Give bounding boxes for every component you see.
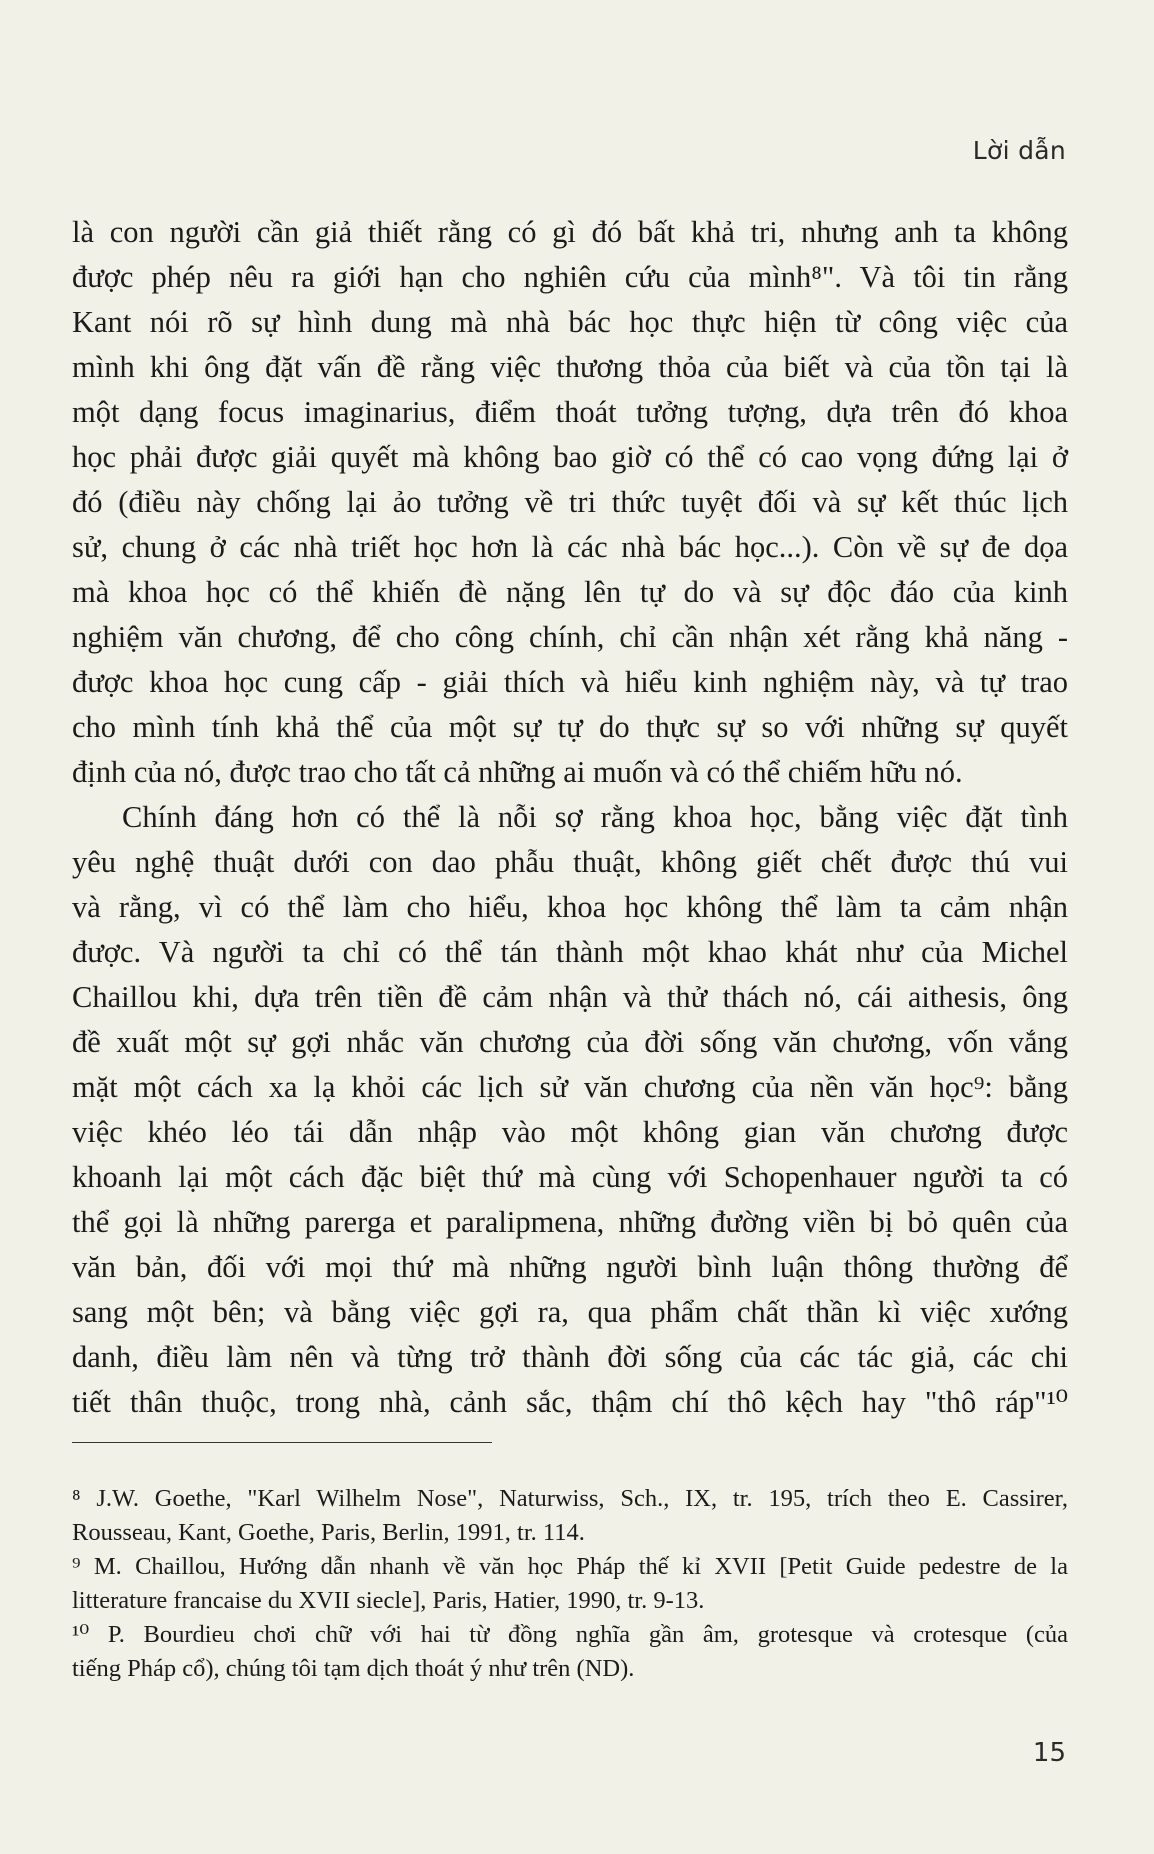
body-line: một dạng focus imaginarius, điểm thoát tưởng tượng, dựa trên đó khoa: [72, 395, 1068, 429]
body-line: và rằng, vì có thể làm cho hiểu, khoa học không thể làm ta cảm nhận: [72, 890, 1068, 924]
footnote-line: Rousseau, Kant, Goethe, Paris, Berlin, 1991, tr. 114.: [72, 1519, 585, 1546]
body-line: đề xuất một sự gợi nhắc văn chương của đời sống văn chương, vốn vắng: [72, 1025, 1068, 1059]
body-line: tiết thân thuộc, trong nhà, cảnh sắc, thậm chí thô kệch hay "thô ráp"¹⁰: [72, 1385, 1068, 1419]
body-line: mặt một cách xa lạ khỏi các lịch sử văn chương của nền văn học⁹: bằng: [72, 1070, 1068, 1104]
footnote-line: ⁹ M. Chaillou, Hướng dẫn nhanh về văn học Pháp thế kỉ XVII [Petit Guide pedestre de la: [72, 1553, 1068, 1580]
body-line: đó (điều này chống lại ảo tưởng về tri thức tuyệt đối và sự kết thúc lịch: [72, 485, 1068, 519]
body-text: [72, 210, 1068, 1425]
body-line: được. Và người ta chỉ có thể tán thành một khao khát như của Michel: [72, 935, 1068, 969]
body-line: mình khi ông đặt vấn đề rằng việc thương thỏa của biết và của tồn tại là: [72, 350, 1068, 384]
page-number: 15: [1032, 1738, 1066, 1768]
body-line: danh, điều làm nên và từng trở thành đời sống của các tác giả, các chi: [72, 1340, 1068, 1374]
body-line: được phép nêu ra giới hạn cho nghiên cứu của mình⁸". Và tôi tin rằng: [72, 260, 1068, 294]
body-line: Kant nói rõ sự hình dung mà nhà bác học thực hiện từ công việc của: [72, 305, 1068, 339]
body-line: thể gọi là những parerga et paralipmena, những đường viền bị bỏ quên của: [72, 1205, 1068, 1239]
body-line: yêu nghệ thuật dưới con dao phẫu thuật, không giết chết được thú vui: [72, 845, 1068, 879]
body-line: văn bản, đối với mọi thứ mà những người bình luận thông thường để: [72, 1250, 1068, 1284]
footnote-line: tiếng Pháp cổ), chúng tôi tạm dịch thoát ý như trên (ND).: [72, 1655, 635, 1682]
body-line: cho mình tính khả thể của một sự tự do thực sự so với những sự quyết: [72, 710, 1068, 744]
footnote-line: litterature francaise du XVII siecle], Paris, Hatier, 1990, tr. 9-13.: [72, 1587, 705, 1614]
body-line: học phải được giải quyết mà không bao giờ có thể có cao vọng đứng lại ở: [72, 440, 1068, 474]
body-line: định của nó, được trao cho tất cả những ai muốn và có thể chiếm hữu nó.: [72, 755, 963, 789]
footnote-line: ⁸ J.W. Goethe, "Karl Wilhelm Nose", Naturwiss, Sch., IX, tr. 195, trích theo E. Cassirer,: [72, 1485, 1068, 1512]
body-line: khoanh lại một cách đặc biệt thứ mà cùng với Schopenhauer người ta có: [72, 1160, 1068, 1194]
body-line: được khoa học cung cấp - giải thích và hiểu kinh nghiệm này, và tự trao: [72, 665, 1068, 699]
footnote-divider: [72, 1442, 492, 1443]
body-line: sử, chung ở các nhà triết học hơn là các nhà bác học...). Còn về sự đe dọa: [72, 530, 1068, 564]
body-line: sang một bên; và bằng việc gợi ra, qua phẩm chất thần kì việc xướng: [72, 1295, 1068, 1329]
body-line: nghiệm văn chương, để cho công chính, chỉ cần nhận xét rằng khả năng -: [72, 620, 1068, 654]
body-line: mà khoa học có thể khiến đè nặng lên tự do và sự độc đáo của kinh: [72, 575, 1068, 609]
body-line: việc khéo léo tái dẫn nhập vào một không gian văn chương được: [72, 1115, 1068, 1149]
running-head: Lời dẫn: [972, 136, 1066, 165]
body-line: Chaillou khi, dựa trên tiền đề cảm nhận và thử thách nó, cái aithesis, ông: [72, 980, 1068, 1014]
body-line: Chính đáng hơn có thể là nỗi sợ rằng khoa học, bằng việc đặt tình: [122, 800, 1068, 834]
footnotes: [72, 1482, 1068, 1686]
footnote-line: ¹⁰ P. Bourdieu chơi chữ với hai từ đồng nghĩa gần âm, grotesque và crotesque (của: [72, 1621, 1068, 1648]
body-line: là con người cần giả thiết rằng có gì đó bất khả tri, nhưng anh ta không: [72, 215, 1068, 249]
